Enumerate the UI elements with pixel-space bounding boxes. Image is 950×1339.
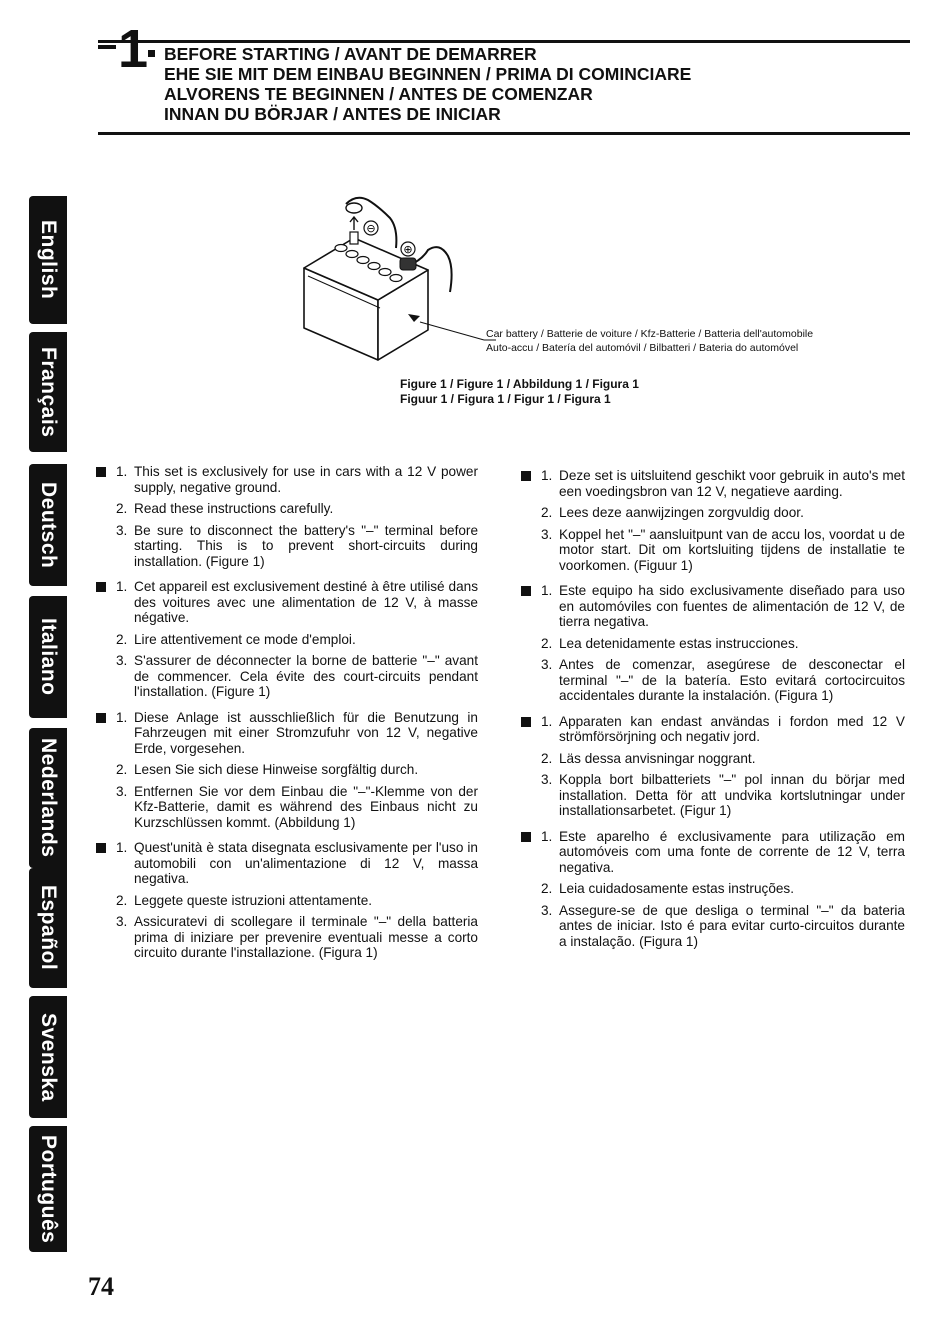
tab-nederlands[interactable]: Nederlands: [29, 728, 67, 868]
minus-icon: ⊖: [366, 222, 376, 235]
tab-portugues[interactable]: Português: [29, 1126, 67, 1252]
bullet-square-icon: [521, 717, 531, 727]
header-top-rule: [98, 40, 910, 43]
list-item: 2. Lea detenidamente estas instrucciones.: [541, 635, 799, 651]
header-bottom-rule: [98, 132, 910, 135]
right-column: [521, 468, 905, 959]
bullet-square-icon: [96, 582, 106, 592]
bullet-square-icon: [521, 586, 531, 596]
list-item: 3. Antes de comenzar, asegúrese de desconectar el terminal "–" de la batería. Esto evitará cortocircuitos accidentales durante la instalación. (Figura 1): [541, 657, 905, 703]
list-item: 1. This set is exclusively for use in cars with a 12 V power supply, negative ground.: [96, 464, 478, 495]
list-item: 1. Deze set is uitsluitend geschikt voor gebruik in auto's met een voedingsbron van 12 V, negatieve aarding.: [521, 468, 905, 499]
list-item: 2. Lire attentivement ce mode d'emploi.: [116, 631, 356, 647]
figure-caption: [400, 377, 639, 407]
english-instructions: [96, 464, 478, 569]
bullet-square-icon: [521, 832, 531, 842]
section-title: [164, 44, 691, 124]
list-item: 1. Este equipo ha sido exclusivamente diseñado para uso en automóviles con fuentes de alimentación de 12 V, de tierra negativa.: [521, 583, 905, 630]
title-line: BEFORE STARTING / AVANT DE DEMARRER: [164, 44, 537, 64]
list-item: 2. Lees deze aanwijzingen zorgvuldig door.: [541, 505, 804, 520]
list-item: 1. Apparaten kan endast användas i fordon med 12 V strömförsörjning och negativ jord.: [521, 714, 905, 745]
list-item: 1. Este aparelho é exclusivamente para utilização em automóveis com uma fonte de corrente de 12 V, terra negativa.: [521, 829, 905, 876]
bullet-square-icon: [96, 467, 106, 477]
tab-italiano[interactable]: Italiano: [29, 596, 67, 718]
spanish-instructions: [521, 583, 905, 704]
list-item: 2. Leia cuidadosamente estas instruções.: [541, 881, 795, 896]
list-item: 1. Quest'unità è stata disegnata esclusivamente per l'uso in automobili con un'alimentazione di 12 V, massa negativa.: [96, 840, 478, 887]
list-item: 2. Lesen Sie sich diese Hinweise sorgfältig durch.: [116, 762, 419, 777]
list-item: 2. Read these instructions carefully.: [116, 501, 334, 516]
list-item: 3. Assicuratevi di scollegare il terminale "–" della batteria prima di iniziare per prevenire eventuali messe a corto circuito durante l'installazione. (Figura 1): [116, 914, 478, 960]
title-line: INNAN DU BÖRJAR / ANTES DE INICIAR: [164, 104, 501, 124]
list-item: 3. Koppla bort bilbatteriets "–" pol innan du börjar med installation. Detta för att undvika kortslutningar under installationsarbetet. (Figur 1): [541, 772, 905, 818]
list-item: 1. Diese Anlage ist ausschließlich für die Benutzung in Fahrzeugen mit einer Stromzufuhr von 12 V, negative Erde, vorgesehen.: [96, 710, 478, 757]
dutch-instructions: [521, 468, 905, 573]
swedish-instructions: [521, 714, 905, 819]
list-item: 2. Leggete queste istruzioni attentamente.: [116, 892, 373, 908]
step-bullet: [148, 50, 155, 57]
battery-part-label: [486, 327, 813, 355]
list-item: 3. Be sure to disconnect the battery's "–" terminal before starting. This is to prevent short-circuits during installation. (Figure 1): [116, 522, 478, 569]
list-item: 3. Koppel het "–" aansluitpunt van de accu los, voordat u de motor start. Dit om kortsluiting tijdens de installatie te voorkomen. (Figuur 1): [541, 526, 905, 573]
bullet-square-icon: [521, 471, 531, 481]
title-line: ALVORENS TE BEGINNEN / ANTES DE COMENZAR: [164, 84, 593, 104]
step-number: 1: [98, 22, 146, 76]
bullet-square-icon: [96, 713, 106, 723]
french-instructions: [96, 579, 478, 700]
page-number: 74: [88, 1272, 114, 1301]
list-item: 1. Cet appareil est exclusivement destiné à être utilisé dans des voitures avec une alimentation de 12 V, à masse négative.: [96, 579, 478, 626]
tab-francais[interactable]: Français: [29, 332, 67, 452]
plus-icon: ⊕: [403, 243, 413, 256]
tab-espanol[interactable]: Español: [29, 868, 67, 988]
figure-caption-line: Figure 1 / Figure 1 / Abbildung 1 / Figura 1: [400, 377, 639, 391]
tab-english[interactable]: English: [29, 196, 67, 324]
part-label-line: Auto-accu / Batería del automóvil / Bilbatteri / Bateria do automóvel: [486, 342, 799, 354]
list-item: 3. Assegure-se de que desliga o terminal "–" da bateria antes de iniciar. Isto é para evitar curto-circuitos durante a instalação. (Figura 1): [541, 902, 905, 949]
bullet-square-icon: [96, 843, 106, 853]
left-column: [96, 464, 478, 971]
tab-deutsch[interactable]: Deutsch: [29, 464, 67, 586]
figure-caption-line: Figuur 1 / Figura 1 / Figur 1 / Figura 1: [400, 392, 611, 406]
german-instructions: [96, 710, 478, 831]
tab-svenska[interactable]: Svenska: [29, 996, 67, 1118]
list-item: 2. Läs dessa anvisningar noggrant.: [541, 750, 756, 766]
list-item: 3. S'assurer de déconnecter la borne de batterie "–" avant de commencer. Cela évite des court-circuits pendant l'installation. (Figure 1): [116, 653, 478, 699]
car-battery-illustration: [296, 188, 496, 368]
list-item: 3. Entfernen Sie vor dem Einbau die "–"-Klemme von der Kfz-Batterie, damit es während des Einbaus nicht zu Kurzschlüssen kommt. (Abbildung 1): [116, 783, 478, 830]
italian-instructions: [96, 840, 478, 961]
title-line: EHE SIE MIT DEM EINBAU BEGINNEN / PRIMA DI COMINCIARE: [164, 64, 692, 84]
part-label-line: Car battery / Batterie de voiture / Kfz-Batterie / Batteria dell'automobile: [486, 328, 814, 340]
portuguese-instructions: [521, 829, 905, 950]
